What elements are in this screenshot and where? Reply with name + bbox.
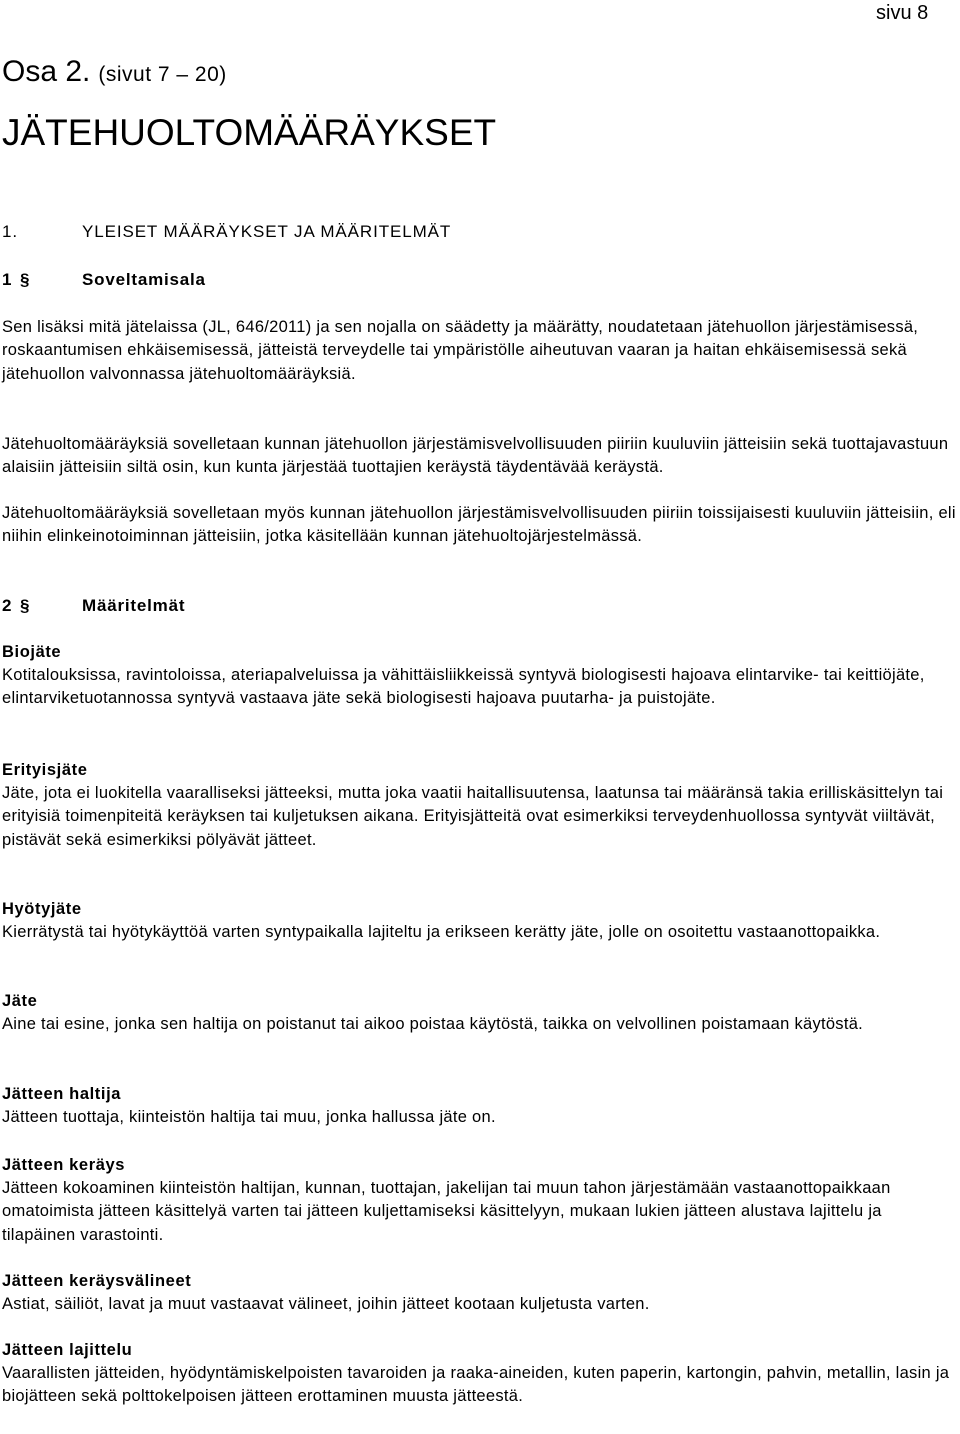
definition-term: Hyötyjäte [2, 900, 82, 918]
section-symbol: § [20, 596, 31, 615]
definition-text: Aine tai esine, jonka sen haltija on poistanut tai aikoo poistaa käytöstä, taikka on velvollinen poistamaan käytöstä. [2, 1015, 864, 1033]
section-number: 1 [2, 270, 13, 289]
definition-text: Kotitalouksissa, ravintoloissa, ateriapalveluissa ja vähittäisliikkeissä syntyvä biologisesti hajoava elintarvike- tai keittiöjäte, elintarviketuotannossa syntyvä vastaava jäte sekä biologisesti hajoava puutarha- ja puistojäte. [2, 666, 925, 708]
page-title: JÄTEHUOLTOMÄÄRÄYKSET [2, 112, 497, 153]
part-label: Osa 2. [2, 55, 91, 88]
definition-term: Erityisjäte [2, 761, 88, 779]
chapter-heading [2, 220, 451, 244]
definition-text: Astiat, säiliöt, lavat ja muut vastaavat välineet, joihin jätteet kootaan kuljetusta varten. [2, 1295, 650, 1313]
part-heading [2, 54, 227, 93]
definition-term: Jätteen keräys [2, 1156, 126, 1174]
chapter-number: 1. [2, 222, 18, 241]
page-number: sivu 8 [876, 2, 929, 24]
definition-text: Jätteen tuottaja, kiinteistön haltija tai muu, jonka hallussa jäte on. [2, 1108, 496, 1126]
definition-term: Biojäte [2, 643, 62, 661]
definition-text: Vaarallisten jätteiden, hyödyntämiskelpoisten tavaroiden ja raaka-aineiden, kuten paperin, kartongin, pahvin, metallin, lasin ja biojätteen sekä polttokelpoisen jätteen erottaminen muusta jätteestä. [2, 1364, 950, 1406]
definition-term: Jäte [2, 992, 38, 1010]
definition-term: Jätteen keräysvälineet [2, 1272, 192, 1290]
definition-text: Jäte, jota ei luokitella vaaralliseksi jätteeksi, mutta joka vaatii haitallisuutensa, laatunsa tai määränsä takia erilliskäsittelyn tai erityisiä toimenpiteitä keräyksen tai kuljetuksen aikana. Erityisjätteitä ovat esimerkiksi terveydenhuollossa syntyvät viiltävät, pistävät sekä esimerkiksi pölyävät jätteet. [2, 784, 944, 849]
section-symbol: § [20, 270, 31, 289]
paragraph: Jätehuoltomääräyksiä sovelletaan myös kunnan jätehuollon järjestämisvelvollisuuden piiriin toissijaisesti kuuluviin jätteisiin, eli niihin elinkeinotoiminnan jätteisiin, jotka käsitellään kunnan jätehuoltojärjestelmässä. [2, 504, 956, 546]
definition-term: Jätteen lajittelu [2, 1341, 133, 1359]
chapter-title: YLEISET MÄÄRÄYKSET JA MÄÄRITELMÄT [82, 222, 452, 241]
definition-text: Jätteen kokoaminen kiinteistön haltijan, kunnan, tuottajan, jakelijan tai muun tahon järjestämään vastaanottopaikkaan omatoimista jätteen käsittelyä varten tai jätteen kuljettamiseksi käsittelyyn, mukaan lukien jätteen alustava lajittelu ja tilapäinen varastointi. [2, 1179, 891, 1244]
part-page-range: (sivut 7 – 20) [98, 63, 227, 86]
section-number: 2 [2, 596, 13, 615]
section-heading-soveltamisala [2, 268, 206, 292]
section-heading-maaritelmat [2, 594, 185, 618]
paragraph: Jätehuoltomääräyksiä sovelletaan kunnan jätehuollon järjestämisvelvollisuuden piiriin kuuluviin jätteisiin sekä tuottajavastuun alaisiin jätteisiin siltä osin, kun kunta järjestää tuottajien keräystä täydentävää keräystä. [2, 435, 949, 477]
section-title: Määritelmät [82, 596, 186, 615]
paragraph: Sen lisäksi mitä jätelaissa (JL, 646/2011) ja sen nojalla on säädetty ja määrätty, noudatetaan jätehuollon järjestämisessä, roskaantumisen ehkäisemisessä, jätteistä terveydelle tai ympäristölle aiheutuvan vaaran ja haitan ehkäisemisessä sekä jätehuollon valvonnassa jätehuoltomääräyksiä. [2, 318, 919, 383]
definition-text: Kierrätystä tai hyötykäyttöä varten syntypaikalla lajiteltu ja erikseen kerätty jäte, jolle on osoitettu vastaanottopaikka. [2, 923, 881, 941]
section-title: Soveltamisala [82, 270, 206, 289]
definition-term: Jätteen haltija [2, 1085, 122, 1103]
